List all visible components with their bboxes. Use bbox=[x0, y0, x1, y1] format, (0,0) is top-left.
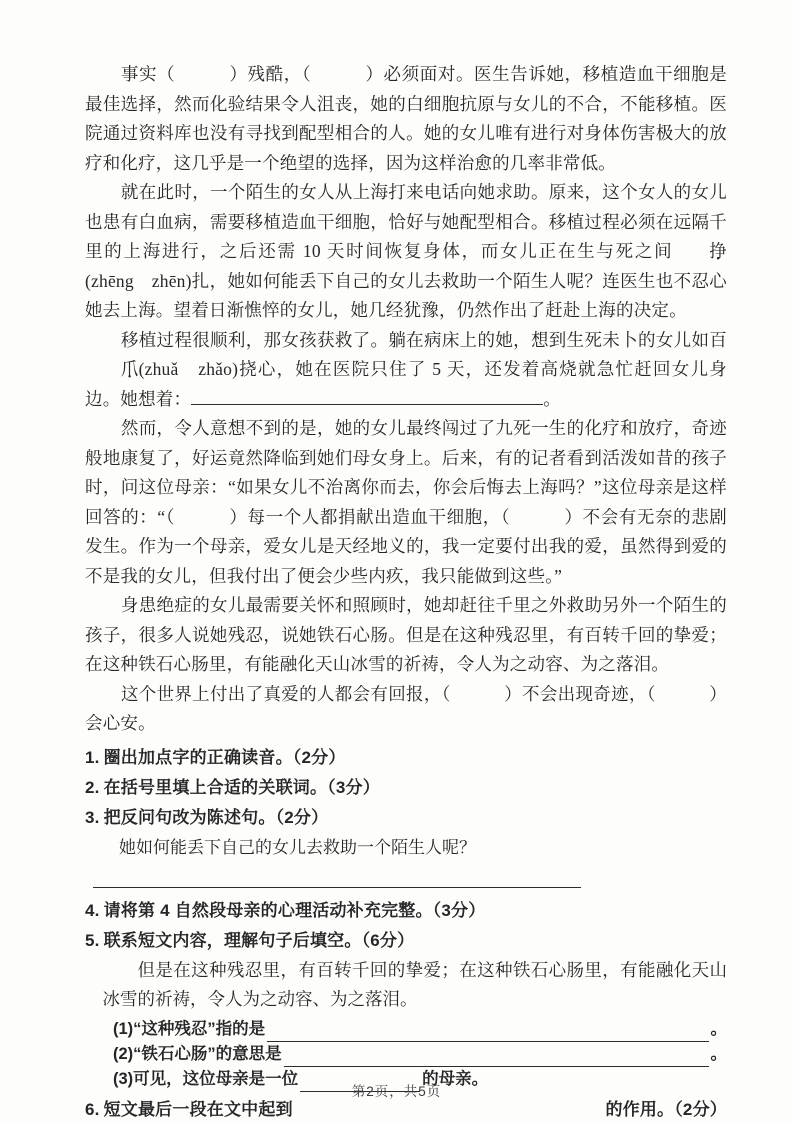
passage-paragraph bbox=[85, 414, 727, 591]
question-3 bbox=[85, 803, 727, 833]
questions-section bbox=[85, 743, 727, 1122]
dotted-character: 爪 bbox=[120, 359, 139, 379]
passage-text: (zhēng zhēn)扎，她如何能丢下自己的女儿去救助一个陌生人呢？连医生也不忍心她去上海。望着日渐憔悴的女儿，她几经犹豫，仍然作出了赶赴上海的决定。 bbox=[85, 270, 727, 320]
sub-item-suffix: 的母亲。 bbox=[422, 1069, 489, 1088]
question-3-sentence: 她如何能丢下自己的女儿去救助一个陌生人呢？ bbox=[119, 837, 476, 857]
passage-text: 身患绝症的女儿最需要关怀和照顾时，她却赶往千里之外救助另外一个陌生的孩子，很多人说她残忍，说她铁石心肠。但是在这种残忍里，有百转千回的挚爱；在这种铁石心肠里，有能融化天山冰雪的祈祷，令人为之动容、为之落泪。 bbox=[85, 595, 727, 674]
passage-paragraph bbox=[85, 326, 727, 415]
passage-paragraph bbox=[85, 680, 727, 739]
sub-item-label: (1)“这种残忍”指的是 bbox=[113, 1019, 266, 1038]
dotted-character: 挣 bbox=[709, 241, 727, 261]
question-5-quote: 但是在这种残忍里，有百转千回的挚爱；在这种铁石心肠里，有能融化天山冰雪的祈祷，令人为之动容、为之落泪。 bbox=[102, 959, 727, 1009]
fill-in-blank bbox=[191, 385, 543, 404]
reading-passage bbox=[85, 60, 727, 739]
question-4-number: 4. bbox=[85, 900, 100, 920]
question-3-answer-blank bbox=[93, 863, 581, 888]
sub-item-suffix: 。 bbox=[710, 1019, 727, 1038]
passage-text: 就在此时，一个陌生的女人从上海打来电话向她求助。原来，这个女人的女儿也患有白血病，需要移植造血干细胞，恰好与她配型相合。移植过程必须在远隔千里的上海进行，之后还需 10 天时间恢复身体，而女儿正在生与死之间 bbox=[85, 182, 727, 261]
sub-item-answer-blank bbox=[267, 1021, 708, 1042]
question-3-number: 3. bbox=[85, 807, 100, 827]
passage-paragraph bbox=[85, 591, 727, 680]
question-6-answer-blank bbox=[295, 1104, 604, 1122]
question-4 bbox=[85, 896, 727, 926]
question-5-text: 联系短文内容，理解句子后填空。（6分） bbox=[103, 930, 415, 950]
question-4-text: 请将第 4 自然段母亲的心理活动补充完整。（3分） bbox=[103, 900, 486, 920]
question-1 bbox=[85, 743, 727, 773]
passage-text: 移植过程很顺利，那女孩获救了。躺在病床上的她，想到生死未卜的女儿如百 bbox=[120, 329, 727, 350]
question-2-text: 在括号里填上合适的关联词。（3分） bbox=[103, 777, 380, 797]
passage-text: (zhuǎ zhǎo)挠心，她在医院只住了 5 天，还发着高烧就急忙赶回女儿身边。她想着： bbox=[85, 359, 727, 409]
question-5-sub-item bbox=[85, 1042, 727, 1067]
sub-item-label: (3)可见，这位母亲是一位 bbox=[113, 1069, 299, 1088]
sub-item-label: (2)“铁石心肠”的意思是 bbox=[113, 1044, 282, 1063]
passage-text: 事实（ ）残酷，（ ）必须面对。医生告诉她，移植造血干细胞是最佳选择，然而化验结果令人沮丧，她的白细胞抗原与女儿的不合，不能移植。医院通过资料库也没有寻找到配型相合的人。她的女儿唯有进行对身体伤害极大的放疗和化疗，这几乎是一个绝望的选择，因为这样治愈的几率非常低。 bbox=[85, 64, 727, 173]
question-2-number: 2. bbox=[85, 777, 100, 797]
sub-item-answer-blank bbox=[284, 1046, 709, 1067]
passage-text: 这个世界上付出了真爱的人都会有回报，（ ）不会出现奇迹，（ ）会心安。 bbox=[85, 683, 727, 733]
question-1-number: 1. bbox=[85, 747, 100, 767]
question-5-sub-item bbox=[85, 1017, 727, 1042]
question-6-number: 6. bbox=[85, 1099, 100, 1119]
question-6-prefix: 短文最后一段在文中起到 bbox=[103, 1099, 293, 1119]
question-5 bbox=[85, 926, 727, 956]
question-1-text: 圈出加点字的正确读音。（2分） bbox=[103, 747, 346, 767]
passage-paragraph bbox=[85, 60, 727, 178]
page-footer: 第2页，共5页 bbox=[351, 1083, 442, 1099]
question-6-suffix: 的作用。（2分） bbox=[605, 1099, 727, 1119]
passage-text: 。 bbox=[543, 388, 561, 409]
passage-paragraph bbox=[85, 178, 727, 326]
question-2 bbox=[85, 773, 727, 803]
passage-text: 然而，令人意想不到的是，她的女儿最终闯过了九死一生的化疗和放疗，奇迹般地康复了，好运竟然降临到她们母女身上。后来，有的记者看到活泼如昔的孩子时，问这位母亲：“如果女儿不治离你而去，你会后悔去上海吗？”这位母亲是这样回答的：“（ ）每一个人都捐献出造血干细胞，（ ）不会有无奈的悲剧发生。作为一个母亲，爱女儿是天经地义的，我一定要付出我的爱，虽然得到爱的不是我的女儿，但我付出了便会少些内疚，我只能做到这些。” bbox=[85, 418, 727, 586]
question-3-text: 把反问句改为陈述句。（2分） bbox=[103, 807, 329, 827]
sub-item-suffix: 。 bbox=[710, 1044, 727, 1063]
question-5-number: 5. bbox=[85, 930, 100, 950]
